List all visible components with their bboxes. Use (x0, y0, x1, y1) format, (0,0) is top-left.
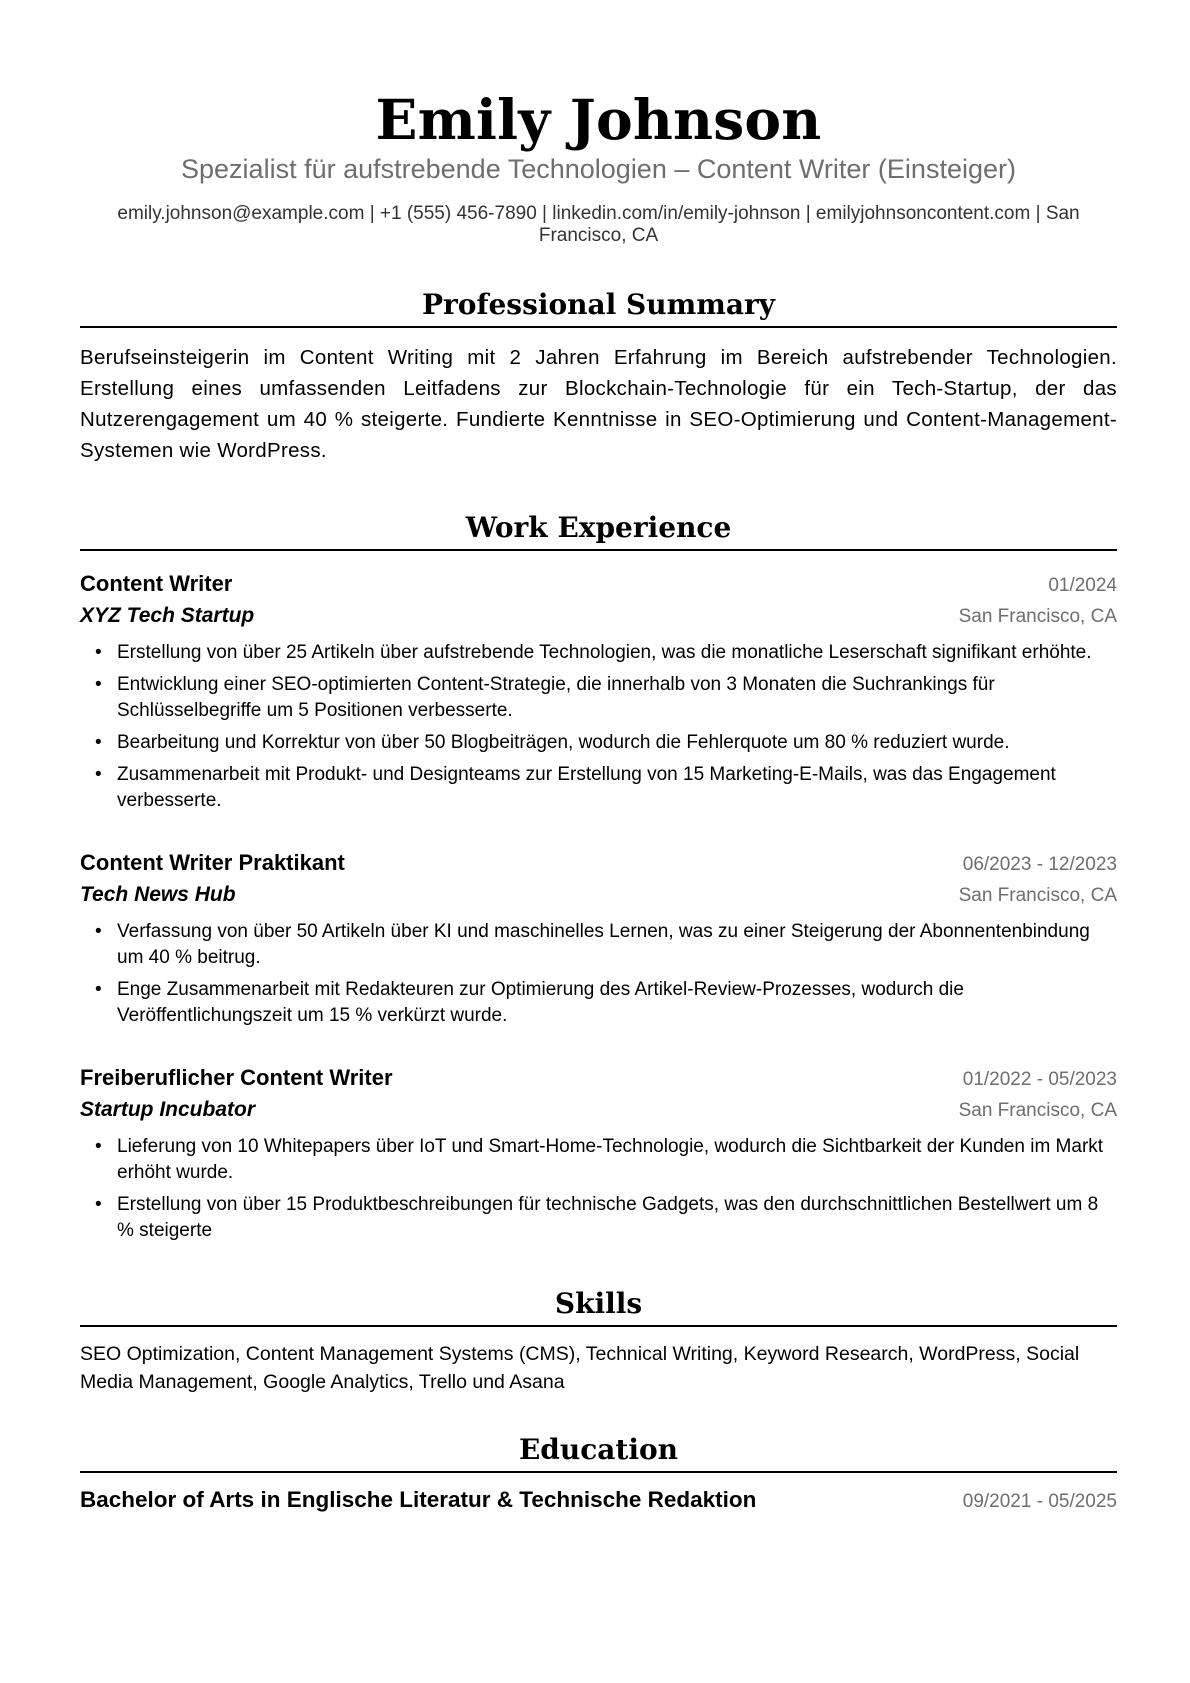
job-date: 06/2023 - 12/2023 (962, 854, 1117, 875)
job-subheader (80, 1095, 1117, 1126)
job-entry (80, 569, 1117, 814)
job-bullet: • Verfassung von über 50 Artikeln über KI und maschinelles Lernen, was zu einer Steigerung der Abonnentenbindung um 40 % beitrug. (80, 919, 1117, 971)
education-entry (80, 1485, 1117, 1515)
job-bullet: • Enge Zusammenarbeit mit Redakteuren zur Optimierung des Artikel-Review-Prozesses, wodurch die Veröffentlichungszeit um 15 % verkürzt wurde. (80, 977, 1117, 1029)
candidate-name: Emily Johnson (375, 87, 822, 152)
job-entry (80, 1063, 1117, 1244)
job-title: Content Writer Praktikant (80, 850, 345, 875)
job-location: San Francisco, CA (958, 1100, 1117, 1121)
skills-text: SEO Optimization, Content Management Systems (CMS), Technical Writing, Keyword Research, WordPress, Social Media Management, Google Analytics, Trello und Asana (80, 1343, 1080, 1393)
section-title-work: Work Experience (80, 510, 1117, 551)
job-bullets (80, 640, 1117, 814)
job-header (80, 569, 1117, 601)
job-bullet: • Bearbeitung und Korrektur von über 50 Blogbeiträgen, wodurch die Fehlerquote um 80 % reduziert wurde. (80, 730, 1117, 756)
candidate-headline: Spezialist für aufstrebende Technologien – Content Writer (Einsteiger) (181, 154, 1016, 184)
job-company: Startup Incubator (80, 1098, 256, 1121)
job-entry (80, 848, 1117, 1029)
contact-line: emily.johnson@example.com | +1 (555) 456-7890 | linkedin.com/in/emily-johnson | emilyjohnsoncontent.com | San Francisco, CA (117, 203, 1080, 246)
job-header (80, 848, 1117, 880)
job-bullet: • Entwicklung einer SEO-optimierten Content-Strategie, die innerhalb von 3 Monaten die Suchrankings für Schlüsselbegriffe um 5 Positionen verbesserte. (80, 672, 1117, 724)
job-bullet: • Lieferung von 10 Whitepapers über IoT und Smart-Home-Technologie, wodurch die Sichtbarkeit der Kunden im Markt erhöht wurde. (80, 1134, 1117, 1186)
job-subheader (80, 880, 1117, 911)
job-bullet: • Zusammenarbeit mit Produkt- und Designteams zur Erstellung von 15 Marketing-E-Mails, was das Engagement verbesserte. (80, 762, 1117, 814)
education-degree: Bachelor of Arts in Englische Literatur & Technische Redaktion (80, 1487, 757, 1512)
section-title-education: Education (80, 1432, 1117, 1473)
education-date: 09/2021 - 05/2025 (962, 1491, 1117, 1512)
summary-text: Berufseinsteigerin im Content Writing mit 2 Jahren Erfahrung im Bereich aufstrebender Technologien. Erstellung eines umfassenden Leitfadens zur Blockchain-Technologie für ein Tech-Startup, der das Nutzerengagement um 40 % steigerte. Fundierte Kenntnisse in SEO-Optimierung und Content-Management-Systemen wie WordPress. (80, 346, 1117, 462)
job-title: Content Writer (80, 571, 233, 596)
section-title-skills: Skills (80, 1286, 1117, 1327)
job-bullets (80, 919, 1117, 1029)
job-company: Tech News Hub (80, 883, 236, 906)
section-title-summary: Professional Summary (80, 287, 1117, 328)
job-location: San Francisco, CA (958, 606, 1117, 627)
job-title: Freiberuflicher Content Writer (80, 1065, 393, 1090)
job-date: 01/2024 (1048, 575, 1117, 596)
job-subheader (80, 601, 1117, 632)
job-header (80, 1063, 1117, 1095)
job-bullet: • Erstellung von über 25 Artikeln über aufstrebende Technologien, was die monatliche Leserschaft signifikant erhöhte. (80, 640, 1117, 666)
resume-page (80, 0, 1117, 1515)
job-company: XYZ Tech Startup (80, 604, 255, 627)
job-date: 01/2022 - 05/2023 (962, 1069, 1117, 1090)
job-bullets (80, 1134, 1117, 1244)
job-location: San Francisco, CA (958, 885, 1117, 906)
job-bullet: • Erstellung von über 15 Produktbeschreibungen für technische Gadgets, was den durchschnittlichen Bestellwert um 8 % steigerte (80, 1192, 1117, 1244)
